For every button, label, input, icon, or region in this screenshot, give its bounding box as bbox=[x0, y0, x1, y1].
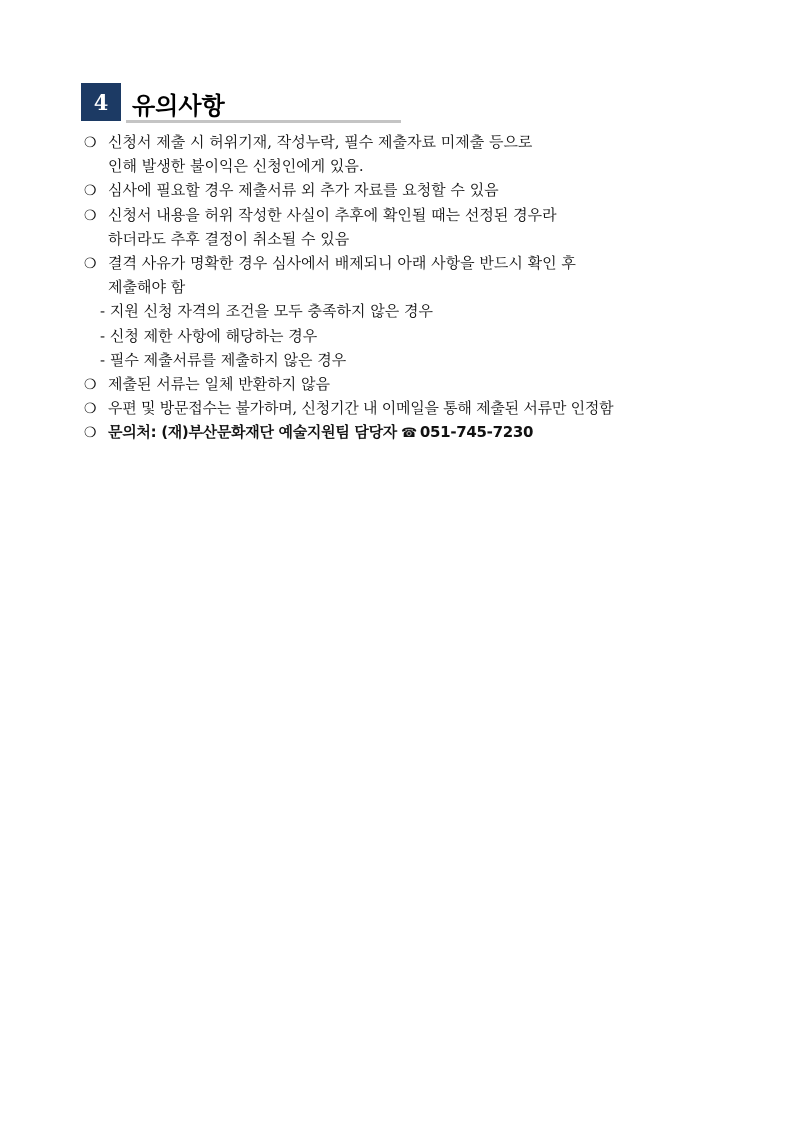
note-continuation bbox=[84, 275, 724, 299]
note-item-5 bbox=[84, 372, 724, 396]
note-item-6 bbox=[84, 396, 724, 420]
sub-item bbox=[84, 324, 724, 348]
sub-item-text: - 신청 제한 사항에 해당하는 경우 bbox=[100, 326, 318, 345]
note-continuation bbox=[84, 227, 724, 251]
note-continuation bbox=[84, 154, 724, 178]
circle-bullet-icon: ❍ bbox=[84, 425, 97, 442]
phone-icon: ☎ bbox=[401, 426, 417, 442]
circle-bullet-icon: ❍ bbox=[84, 183, 97, 200]
sub-item-text: - 지원 신청 자격의 조건을 모두 충족하지 않은 경우 bbox=[100, 302, 434, 321]
notes-list bbox=[84, 130, 724, 444]
sub-item bbox=[84, 299, 724, 323]
section-title: 유의사항 bbox=[132, 92, 225, 120]
section-header bbox=[81, 83, 401, 123]
circle-bullet-icon: ❍ bbox=[84, 255, 97, 272]
note-item-1 bbox=[84, 130, 724, 154]
sub-item bbox=[84, 348, 724, 372]
note-text: 인해 발생한 불이익은 신청인에게 있음. bbox=[108, 157, 364, 176]
note-text: 결격 사유가 명확한 경우 심사에서 배제되니 아래 사항을 반드시 확인 후 bbox=[108, 253, 576, 272]
note-text: 심사에 필요할 경우 제출서류 외 추가 자료를 요청할 수 있음 bbox=[108, 181, 499, 200]
circle-bullet-icon: ❍ bbox=[84, 376, 97, 393]
contact-phone: 051-745-7230 bbox=[419, 423, 534, 442]
note-text: 제출해야 함 bbox=[108, 278, 186, 297]
title-underline bbox=[126, 120, 401, 123]
note-item-3 bbox=[84, 203, 724, 227]
circle-bullet-icon: ❍ bbox=[84, 135, 97, 151]
contact-label: 문의처: (재)부산문화재단 예술지원팀 담당자 bbox=[108, 423, 397, 442]
note-text: 우편 및 방문접수는 불가하며, 신청기간 내 이메일을 통해 제출된 서류만 인정함 bbox=[108, 399, 614, 418]
sub-item-text: - 필수 제출서류를 제출하지 않은 경우 bbox=[100, 350, 347, 369]
section-number-badge: 4 bbox=[81, 83, 121, 121]
note-text: 신청서 내용을 허위 작성한 사실이 추후에 확인될 때는 선정된 경우라 bbox=[108, 205, 557, 224]
circle-bullet-icon: ❍ bbox=[84, 207, 97, 224]
note-item-4 bbox=[84, 251, 724, 275]
note-text: 제출된 서류는 일체 반환하지 않음 bbox=[108, 374, 330, 393]
note-text: 신청서 제출 시 허위기재, 작성누락, 필수 제출자료 미제출 등으로 bbox=[108, 133, 533, 151]
note-text: 하더라도 추후 결정이 취소될 수 있음 bbox=[108, 229, 350, 248]
note-item-2 bbox=[84, 178, 724, 202]
circle-bullet-icon: ❍ bbox=[84, 401, 97, 418]
contact-info bbox=[84, 420, 724, 444]
